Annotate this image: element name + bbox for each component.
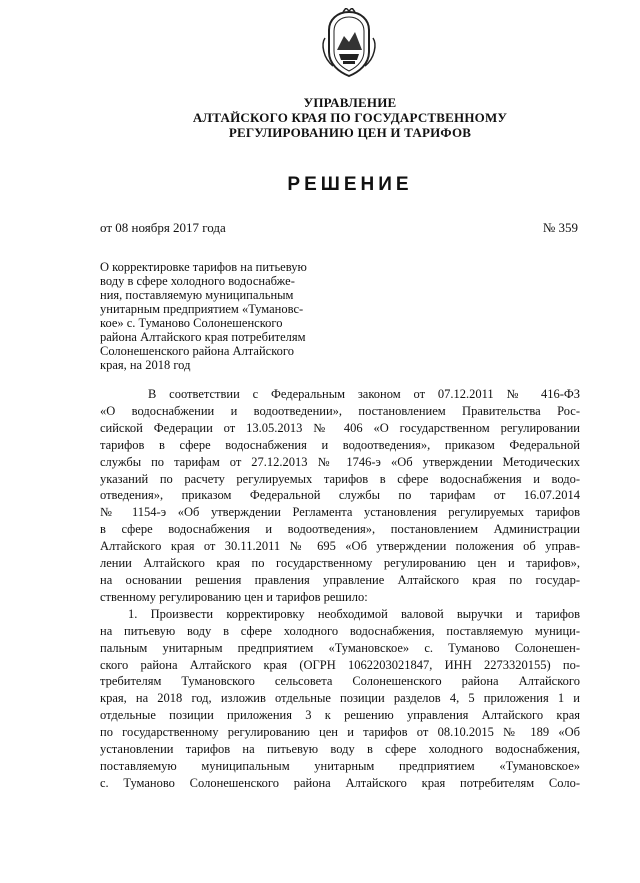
body-line: сийской Федерации от 13.05.2013 № 406 «О государственном регулировании [100, 420, 580, 435]
body-line: требителям Тумановского сельсовета Солонешенского района Алтайского [100, 674, 580, 689]
org-line-1: УПРАВЛЕНИЕ [303, 95, 397, 110]
subject-line: района Алтайского края потребителям [100, 330, 306, 344]
body-line: лении Алтайского края по государственному регулированию цен и тарифов», [100, 556, 580, 571]
body-line: ского района Алтайского края (ОГРН 1062203021847, ИНН 2273320155) по- [100, 657, 580, 672]
body-line: службы по тарифам от 27.12.2013 № 1746-э «Об утверждении Методических [100, 454, 580, 469]
body-line: Алтайского края от 30.11.2011 № 695 «Об утверждении положения об управ- [100, 539, 580, 554]
subject-line: края, на 2018 год [100, 358, 191, 372]
body-line: ственному регулированию цен и тарифов решило: [100, 589, 368, 604]
body-line: в сфере водоснабжения и водоотведения», постановлением Администрации [100, 522, 580, 537]
body-line: указаний по расчету регулируемых тарифов в сфере водоснабжения и водо- [100, 471, 580, 486]
document-number: № 359 [542, 220, 578, 235]
body-line: № 1154-э «Об утверждении Регламента установления регулируемых тарифов [100, 505, 580, 520]
document-title: РЕШЕНИЕ [287, 174, 413, 195]
body-line: на питьевую воду в сфере холодного водоснабжения, поставляемую муници- [100, 623, 580, 638]
subject-line: ния, поставляемую муниципальным [100, 288, 294, 302]
body-line: «О водоснабжении и водоотведении», постановлением Правительства Рос- [100, 403, 580, 418]
subject-line: О корректировке тарифов на питьевую [100, 260, 307, 274]
body-line: по государственному регулированию цен и тарифов от 08.10.2015 № 189 «Об [100, 725, 580, 740]
organization-name [140, 95, 560, 140]
subject-line: Солонешенского района Алтайского [100, 344, 294, 358]
coat-of-arms-icon [319, 8, 379, 78]
document-body [100, 386, 580, 792]
subject-line: унитарным предприятием «Тумановс- [100, 302, 304, 316]
document-date: от 08 ноября 2017 года [100, 220, 226, 235]
body-line: с. Туманово Солонешенского района Алтайского края потребителям Соло- [100, 775, 580, 790]
body-line: отдельные позиции приложения 3 к решению управления Алтайского края [100, 708, 580, 723]
body-line: отведения», приказом Федеральной службы по тарифам от 16.07.2014 [100, 488, 580, 503]
body-line: на основании решения правления управление Алтайского края по государ- [100, 572, 580, 587]
body-line: края, на 2018 год, изложив отдельные позиции разделов 4, 5 приложения 1 и [100, 691, 580, 706]
body-line: пальным унитарным предприятием «Тумановское» с. Туманово Солонешен- [100, 640, 580, 655]
body-line: 1. Произвести корректировку необходимой валовой выручки и тарифов [128, 606, 580, 621]
subject-line: воду в сфере холодного водоснабже- [100, 274, 295, 288]
subject-line: кое» с. Туманово Солонешенского [100, 316, 283, 330]
body-line: поставляемую муниципальным унитарным предприятием «Тумановское» [100, 758, 580, 773]
document-subject [100, 260, 348, 372]
body-line: В соответствии с Федеральным законом от 07.12.2011 № 416-ФЗ [148, 387, 580, 401]
body-line: тарифов в сфере водоснабжения и водоотведения», приказом Федеральной [100, 437, 580, 452]
body-line: установлении тарифов на питьевую воду в сфере холодного водоснабжения, [100, 742, 580, 757]
org-line-2: АЛТАЙСКОГО КРАЯ ПО ГОСУДАРСТВЕННОМУ [192, 110, 508, 125]
org-line-3: РЕГУЛИРОВАНИЮ ЦЕН И ТАРИФОВ [228, 125, 472, 140]
